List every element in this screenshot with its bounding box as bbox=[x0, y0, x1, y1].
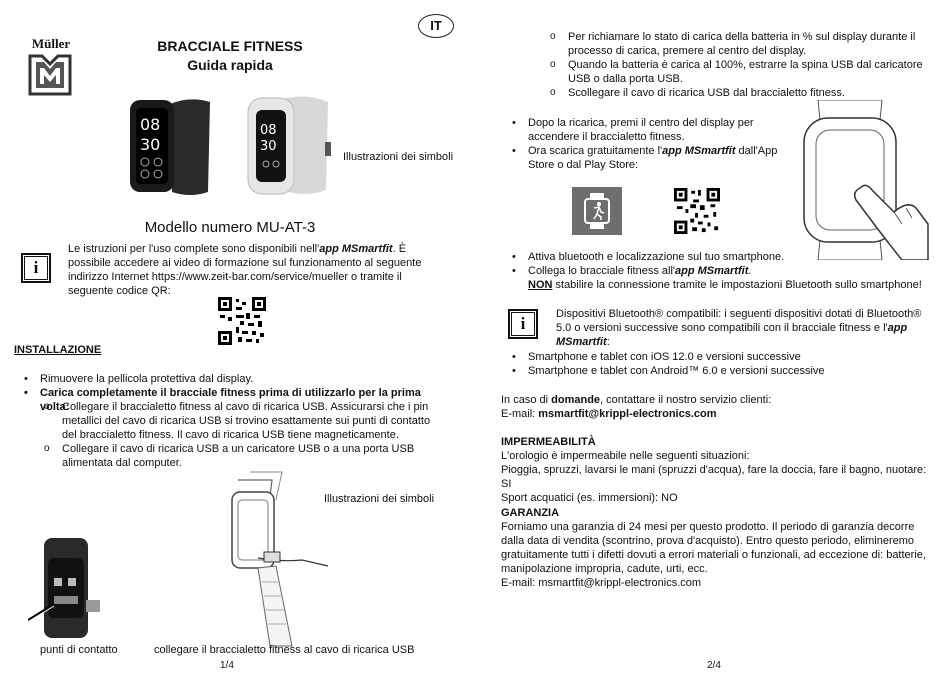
list-item: o Per richiamare lo stato di carica della batteria in % sul display durante il processo di carica, premere al centro del display. bbox=[546, 30, 936, 58]
installazione-heading: INSTALLAZIONE bbox=[14, 344, 102, 356]
waterproof-section: IMPERMEABILITÀ L'orologio è impermeabile nelle seguenti situazioni: Pioggia, spruzzi, lavarsi le mani (spruzzi d'acqua), fare la doccia, fare il bagno, nuotare: SI Sport acquatici (es. immersioni): NO bbox=[501, 435, 936, 505]
watches-illustration bbox=[130, 92, 340, 202]
title-main: BRACCIALE FITNESS bbox=[157, 38, 303, 54]
caption-contact-points: punti di contatto bbox=[40, 644, 118, 656]
list-item: • Dopo la ricarica, premi il centro del display per accendere il braccialetto fitness. bbox=[506, 116, 796, 144]
watch-time-minutes: 30 bbox=[140, 135, 161, 154]
qr-code-icon[interactable] bbox=[218, 297, 266, 345]
watch-time-hours: 08 bbox=[140, 115, 161, 134]
app-qr-code-icon[interactable] bbox=[674, 188, 720, 234]
illustrations-label-top: Illustrazioni dei simboli bbox=[343, 151, 454, 163]
waterproof-heading: IMPERMEABILITÀ bbox=[501, 436, 596, 448]
language-badge: IT bbox=[418, 14, 454, 38]
connect-bullets bbox=[506, 250, 926, 292]
info-icon: i bbox=[21, 253, 51, 283]
install-sub-bullets bbox=[40, 400, 445, 470]
support-email-link[interactable]: msmartfit@krippl-electronics.com bbox=[538, 408, 717, 420]
list-item: • Carica completamente il bracciale fitness prima di utilizzarlo per la prima volta: bbox=[18, 386, 448, 414]
svg-text:08: 08 bbox=[260, 123, 277, 138]
title-sub: Guida rapida bbox=[187, 57, 273, 73]
black-watch-icon bbox=[130, 99, 210, 195]
warranty-section: GARANZIA Forniamo una garanzia di 24 mesi per questo prodotto. Il periodo di garanzia decorre dalla data di vendita (scontrino, prova d'acquisto). Entro questo periodo, elimineremo gratuitamente tutti i difetti dovuti a errori materiali o funzionali, ad eccezione di: batterie, manipolazione impropria, cadute, urti, ecc. E-mail: msmartfit@krippl-electronics.com bbox=[501, 506, 936, 590]
warranty-email[interactable]: E-mail: msmartfit@krippl-electronics.com bbox=[501, 577, 702, 589]
white-watch-icon bbox=[248, 96, 331, 194]
model-number: Modello numero MU-AT-3 bbox=[144, 219, 316, 236]
info-paragraph: Le istruzioni per l'uso complete sono disponibili nell'app MSmartfit. È possibile accedere ai video di formazione sul funzionamento al seguente indirizzo Internet https://www.zeit-bar.com/service/mueller o tramite il seguente codice QR: bbox=[68, 243, 422, 297]
app-name: app MSmartfit bbox=[556, 322, 908, 348]
brand-name: Müller bbox=[31, 36, 71, 51]
compat-paragraph: Dispositivi Bluetooth® compatibili: i seguenti dispositivi dotati di Bluetooth® 5.0 o versioni successive sono compatibili con il bracciale fitness e l'app MSmartfit: bbox=[556, 308, 922, 348]
list-item: o Collegare il cavo di ricarica USB a un caricatore USB o a una porta USB alimentata dal computer. bbox=[40, 442, 445, 470]
setup-bullets bbox=[506, 116, 796, 172]
warranty-heading: GARANZIA bbox=[501, 507, 560, 519]
list-item: o Quando la batteria è carica al 100%, estrarre la spina USB dal caricatore USB o dalla porta USB. bbox=[546, 58, 936, 86]
illustrations-label-bottom: Illustrazioni dei simboli bbox=[324, 493, 435, 505]
list-item: o Collegare il braccialetto fitness al cavo di ricarica USB. Assicurarsi che i pin metallici del cavo di ricarica USB si trovino esattamente sui punti di contatto del braccialetto fitness. Il cavo di ricarica USB tiene magneticamente. bbox=[40, 400, 445, 442]
charging-cable-illustration bbox=[210, 470, 330, 648]
app-name: app MSmartfit bbox=[662, 145, 736, 157]
caption-connect-cable: collegare il braccialetto fitness al cavo di ricarica USB bbox=[154, 644, 415, 656]
watch-run-icon bbox=[582, 193, 612, 229]
device-list bbox=[506, 350, 926, 378]
muller-logo bbox=[26, 37, 76, 102]
contact-block: In caso di domande, contattare il nostro servizio clienti: E-mail: msmartfit@krippl-electronics.com bbox=[501, 394, 772, 420]
non-warning: NON bbox=[528, 279, 553, 291]
page-number-right: 2/4 bbox=[707, 660, 721, 671]
list-item: • Collega lo bracciale fitness all'app MSmartfit. NON stabilire la connessione tramite le impostazioni Bluetooth sullo smartphone! bbox=[506, 264, 926, 292]
info-icon: i bbox=[508, 309, 538, 339]
list-item: • Smartphone e tablet con Android™ 6.0 e versioni successive bbox=[506, 364, 926, 378]
list-item: • Attiva bluetooth e localizzazione sul tuo smartphone. bbox=[506, 250, 926, 264]
list-item: • Smartphone e tablet con iOS 12.0 e versioni successive bbox=[506, 350, 926, 364]
page-number-left: 1/4 bbox=[220, 660, 234, 671]
document-title bbox=[140, 37, 320, 75]
app-name: app MSmartfit bbox=[319, 243, 393, 255]
msmartfit-app-icon[interactable] bbox=[572, 187, 622, 235]
list-item: • Ora scarica gratuitamente l'app MSmartfit dall'App Store o dal Play Store: bbox=[506, 144, 796, 172]
muller-m-icon bbox=[26, 52, 74, 98]
charging-sub-bullets bbox=[546, 30, 936, 100]
contact-points-illustration bbox=[28, 538, 108, 638]
touch-display-illustration bbox=[790, 100, 930, 260]
list-item: o Scollegare il cavo di ricarica USB dal braccialetto fitness. bbox=[546, 86, 936, 100]
list-item: • Rimuovere la pellicola protettiva dal display. bbox=[18, 372, 448, 386]
app-name: app MSmartfit bbox=[675, 265, 749, 277]
svg-text:30: 30 bbox=[260, 139, 277, 154]
